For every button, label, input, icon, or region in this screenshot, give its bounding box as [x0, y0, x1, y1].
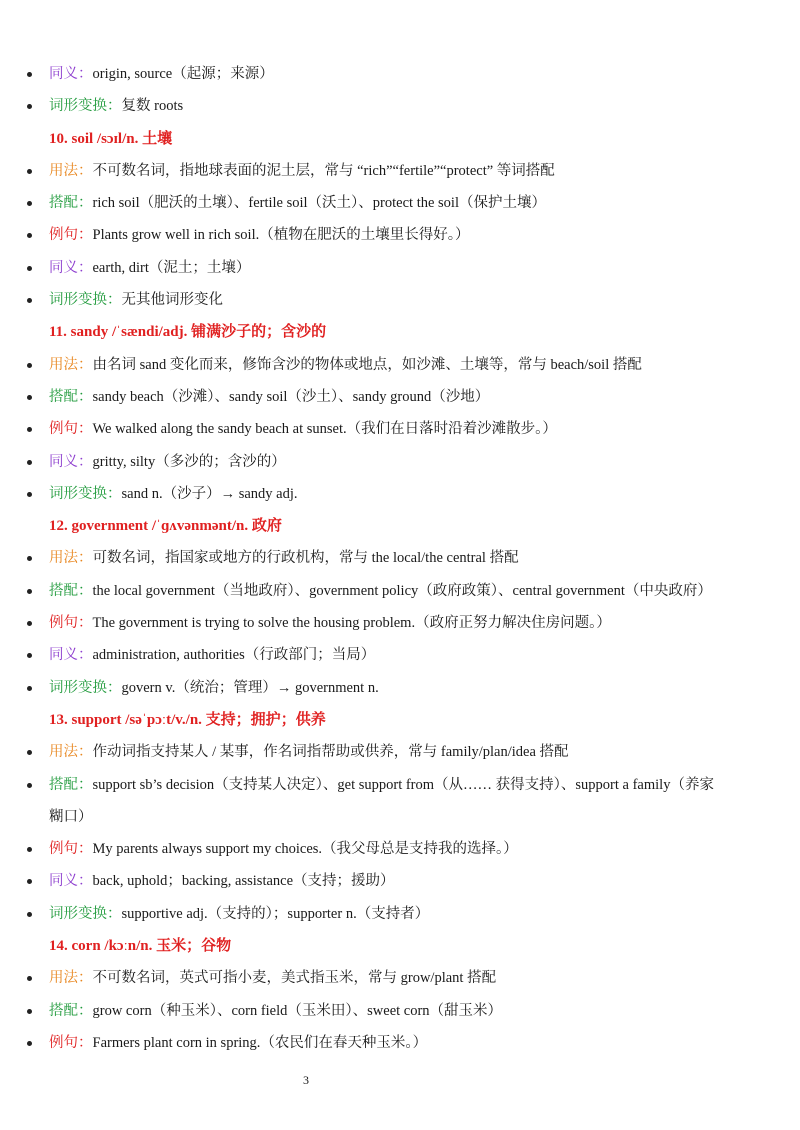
field-label: 同义：	[49, 647, 93, 664]
field-text: govern v.（统治；管理）→ government n.	[121, 679, 379, 696]
field-label: 搭配：	[49, 776, 93, 793]
field-text: back, uphold；backing, assistance（支持；援助）	[92, 873, 395, 890]
field-label: 词形变换：	[49, 679, 122, 696]
bullet-item	[0, 155, 800, 187]
field-text: 可数名词，指国家或地方的行政机构，常与 the local/the central 搭配	[92, 550, 519, 567]
bullet-item	[0, 542, 800, 574]
field-text: sand n.（沙子）→ sandy adj.	[121, 485, 298, 502]
bullet-item	[0, 1027, 800, 1059]
field-text: 不可数名词，指地球表面的泥土层，常与 “rich”“fertile”“protect” 等词搭配	[92, 162, 555, 179]
field-label: 例句：	[49, 227, 93, 244]
bullet-item	[0, 962, 800, 994]
field-label: 同义：	[49, 873, 93, 890]
field-text: the local government（当地政府）、government policy（政府政策）、central government（中央政府）	[92, 582, 712, 599]
bullet-item	[0, 413, 800, 445]
entry-heading: 14. corn /kɔːn/n. 玉米；谷物	[49, 938, 232, 955]
field-text: support sb’s decision（支持某人决定）、get support from（从…… 获得支持）、support a family（养家	[92, 776, 714, 793]
field-label: 词形变换：	[49, 905, 122, 922]
bullet-item	[0, 381, 800, 413]
field-label: 用法：	[49, 356, 93, 373]
bullet-item	[0, 736, 800, 768]
field-text: gritty, silty（多沙的；含沙的）	[92, 453, 286, 470]
field-text: 复数 roots	[121, 98, 184, 115]
entry-heading: 13. support /səˈpɔːt/v./n. 支持；拥护；供养	[49, 711, 326, 728]
field-label: 搭配：	[49, 582, 93, 599]
field-text: origin, source（起源；来源）	[92, 66, 274, 82]
bullet-item	[0, 575, 800, 607]
bullet-item	[0, 865, 800, 897]
field-text: 不可数名词，英式可指小麦，美式指玉米，常与 grow/plant 搭配	[92, 970, 497, 987]
field-label: 例句：	[49, 615, 93, 632]
field-label: 例句：	[49, 421, 93, 438]
bullet-item	[0, 349, 800, 381]
field-label: 搭配：	[49, 195, 93, 212]
entry-heading: 12. government /ˈɡʌvənmənt/n. 政府	[49, 518, 282, 535]
field-text: earth, dirt（泥土；土壤）	[92, 259, 251, 276]
field-text: We walked along the sandy beach at sunset.（我们在日落时沿着沙滩散步。）	[92, 421, 557, 438]
field-label: 用法：	[49, 744, 93, 761]
field-text: administration, authorities（行政部门；当局）	[92, 647, 376, 664]
bullet-item	[0, 446, 800, 478]
bullet-item	[0, 898, 800, 930]
field-label: 同义：	[49, 453, 93, 470]
field-text: rich soil（肥沃的土壤）、fertile soil（沃土）、protect the soil（保护土壤）	[92, 195, 546, 212]
bullet-item	[0, 672, 800, 704]
bullet-item	[0, 769, 800, 801]
field-label: 词形变换：	[49, 485, 122, 502]
bullet-item	[0, 252, 800, 284]
field-label: 词形变换：	[49, 292, 122, 309]
bullet-item	[0, 995, 800, 1027]
field-text: The government is trying to solve the housing problem.（政府正努力解决住房问题。）	[92, 615, 611, 632]
field-text: grow corn（种玉米）、corn field（玉米田）、sweet corn（甜玉米）	[92, 1002, 503, 1019]
field-label: 搭配：	[49, 388, 93, 405]
bullet-item	[0, 607, 800, 639]
field-label: 用法：	[49, 162, 93, 179]
continuation-text: 糊口）	[49, 808, 93, 825]
bullet-item	[0, 639, 800, 671]
bullet-item	[0, 478, 800, 510]
field-label: 搭配：	[49, 1002, 93, 1019]
field-text: Plants grow well in rich soil.（植物在肥沃的土壤里长得好。）	[92, 227, 470, 244]
bullet-item	[0, 833, 800, 865]
field-text: 作动词指支持某人 / 某事，作名词指帮助或供养，常与 family/plan/idea 搭配	[92, 744, 569, 761]
field-label: 用法：	[49, 550, 93, 567]
bullet-item	[0, 219, 800, 251]
field-text: 由名词 sand 变化而来，修饰含沙的物体或地点，如沙滩、土壤等，常与 beach/soil 搭配	[92, 356, 642, 373]
page-number: 3	[303, 1073, 309, 1087]
bullet-item	[0, 58, 800, 90]
field-text: supportive adj.（支持的）；supporter n.（支持者）	[121, 905, 430, 922]
field-label: 用法：	[49, 970, 93, 987]
field-label: 例句：	[49, 1034, 93, 1051]
entry-heading: 11. sandy /ˈsændi/adj. 铺满沙子的；含沙的	[49, 324, 327, 341]
field-text: My parents always support my choices.（我父母总是支持我的选择。）	[92, 841, 518, 858]
entry-heading: 10. soil /sɔɪl/n. 土壤	[49, 130, 173, 147]
bullet-item	[0, 90, 800, 122]
document-page	[0, 58, 800, 1059]
field-text: sandy beach（沙滩）、sandy soil（沙土）、sandy ground（沙地）	[92, 388, 490, 405]
bullet-item	[0, 187, 800, 219]
field-label: 同义：	[49, 66, 93, 82]
field-label: 同义：	[49, 259, 93, 276]
field-text: 无其他词形变化	[121, 292, 223, 309]
field-label: 词形变换：	[49, 98, 122, 115]
bullet-item	[0, 284, 800, 316]
field-label: 例句：	[49, 841, 93, 858]
field-text: Farmers plant corn in spring.（农民们在春天种玉米。）	[92, 1034, 428, 1051]
